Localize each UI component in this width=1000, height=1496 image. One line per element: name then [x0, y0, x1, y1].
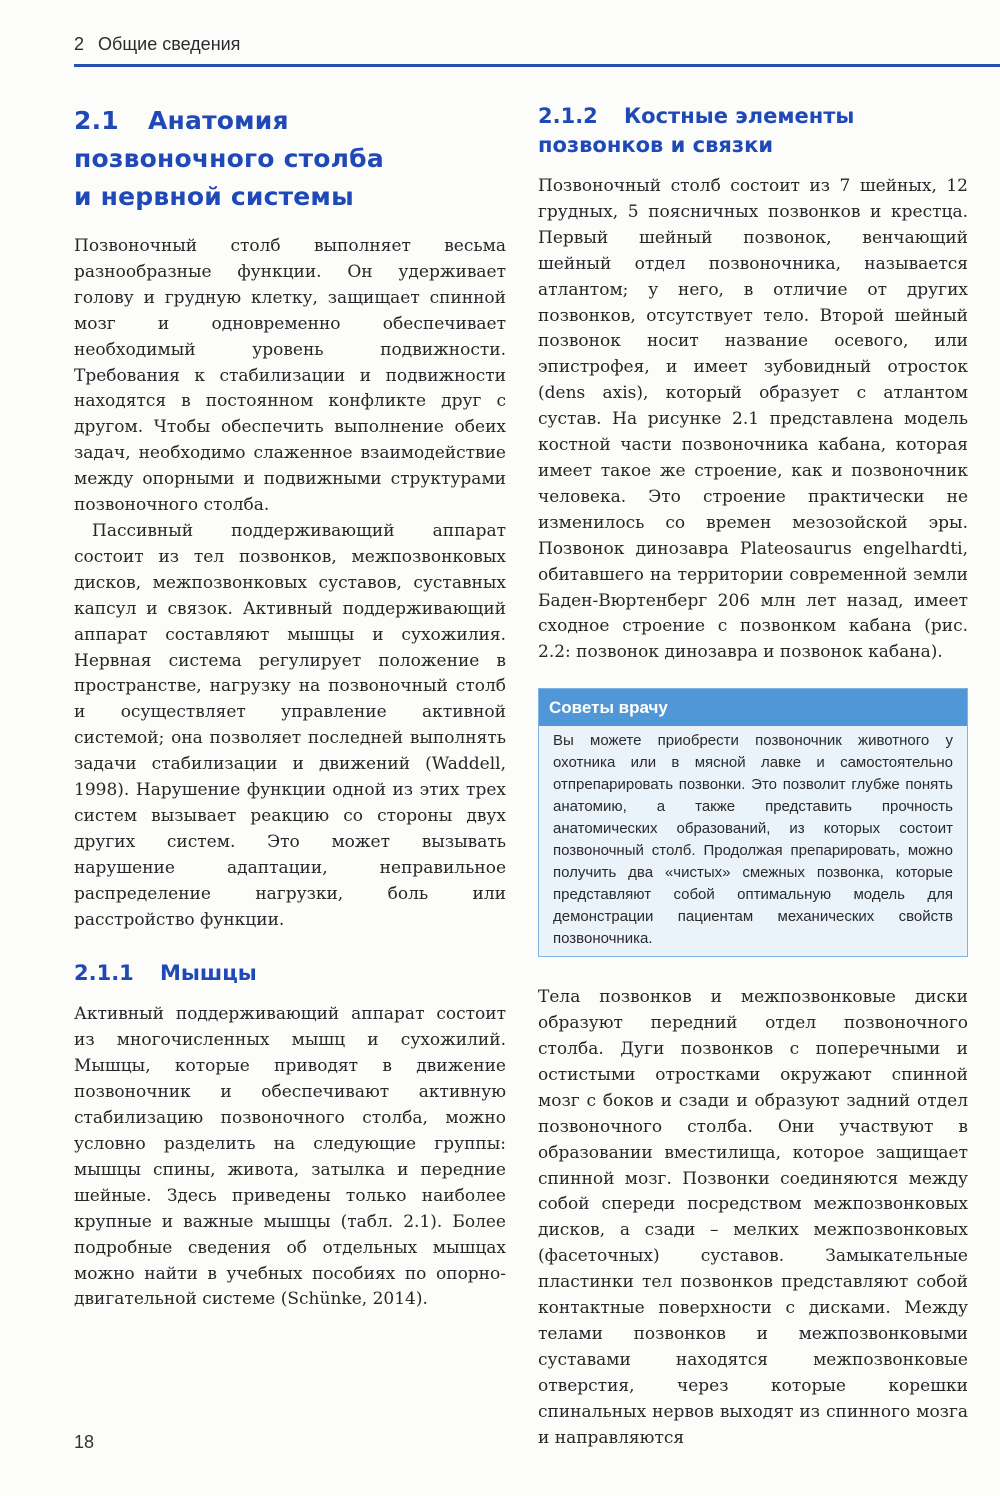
right-column — [538, 102, 968, 1452]
section-number: 2.1 — [74, 106, 119, 135]
heading-line-2: позвонков и связки — [538, 133, 774, 157]
tip-box-text: Вы можете приобрести позвоночник животного у охотника или в мясной лавке и самостоятельно отпрепарировать позвонки. Это позволит глубже понять анатомию, а также представить прочность анатомических образований, из которых состоит позвоночный столб. Продолжая препарировать, можно получить два «чистых» смежных позвонка, которые представляют собой оптимальную модель для демонстрации пациентам механических свойств позвоночника. — [553, 732, 953, 948]
heading-line-2: позвоночного столба — [74, 144, 384, 173]
section-2-1-1-heading — [74, 959, 506, 988]
paragraph: Тела позвонков и межпозвонковые диски образуют передний отдел позвоночного столба. Дуги позвонков с поперечными и остистыми отростками окружают спинной мозг с боков и сзади и образуют задний отдел позвоночного столба. Они участвуют в образовании вместилища, которое защищает спинной мозг. Позвонки соединяются между собой спереди посредством межпозвонковых дисков, а сзади – мелких межпозвонковых (фасеточных) суставов. Замыкательные пластинки тел позвонков представляют собой контактные поверхности с дисками. Между телами позвонков и межпозвонковыми суставами находятся межпозвонковые отверстия, через которые корешки спинальных нервов выходят из спинного мозга и направляются — [538, 987, 968, 1448]
page-number: 18 — [74, 1432, 95, 1452]
section-number: 2.1.2 — [538, 104, 598, 128]
heading-line-3: и нервной системы — [74, 182, 354, 211]
section-number: 2.1.1 — [74, 961, 134, 986]
header-rule — [74, 64, 1000, 67]
section-2-1-heading — [74, 102, 506, 216]
paragraph: Позвоночный столб состоит из 7 шейных, 12 грудных, 5 поясничных позвонков и крестца. Первый шейный позвонок, венчающий шейный отдел позвоночника, называется атлантом; у него, в отличие от других позвонков, отсутствует тело. Второй шейный позвонок носит название осевого, или эпистрофея, и имеет зубовидный отросток (dens axis), который образует с атлантом сустав. На рисунке 2.1 представлена модель костной части позвоночника кабана, которая имеет такое же строение, как и позвоночник человека. Это строение практически не изменилось со времен мезозойской эры. Позвонок динозавра Plateosaurus engelhardti, обитавшего на территории современной земли Баден-Вюртенберг 206 млн лет назад, имеет сходное строение с позвонком кабана (рис. 2.2: позвонок динозавра и позвонок кабана). — [538, 176, 968, 663]
heading-title: Мышцы — [160, 961, 257, 986]
paragraph: Пассивный поддерживающий аппарат состоит из тел позвонков, межпозвонковых дисков, межпозвонковых суставов, суставных капсул и связок. Активный поддерживающий аппарат составляют мышцы и сухожилия. Нервная система регулирует положение в пространстве, нагрузку на позвоночный столб и осуществляет управление активной системой; она позволяет последней выполнять задачи стабилизации и движений (Waddell, 1998). Нарушение функции одной из этих трех систем вызывает реакцию со стороны двух других систем. Это может вызывать нарушение адаптации, неправильное распределение нагрузки, боль или расстройство функции. — [74, 520, 506, 930]
tip-box-title: Советы врачу — [539, 689, 967, 726]
tip-box-body — [539, 726, 967, 956]
heading-line-1: Анатомия — [148, 106, 289, 135]
section-2-1-2-heading — [538, 102, 968, 160]
left-column — [74, 102, 506, 1313]
paragraph: Позвоночный столб выполняет весьма разнообразные функции. Он удерживает голову и грудную клетку, защищает спинной мозг и одновременно обеспечивает необходимый уровень подвижности. Требования к стабилизации и подвижности находятся в постоянном конфликте друг с другом. Чтобы обеспечить выполнение обеих задач, необходимо слаженное взаимодействие между опорными и подвижными структурами позвоночного столба. — [74, 236, 506, 516]
paragraph: Активный поддерживающий аппарат состоит из многочисленных мышц и сухожилий. Мышцы, которые приводят в движение позвоночник и обеспечивают активную стабилизацию позвоночного столба, можно условно разделить на следующие группы: мышцы спины, живота, затылка и передние шейные. Здесь приведены только наиболее крупные и важные мышцы (табл. 2.1). Более подробные сведения об отдельных мышцах можно найти в учебных пособиях по опорно-двигательной системе (Schünke, 2014). — [74, 1004, 506, 1310]
chapter-number: 2 — [74, 34, 85, 54]
tip-box — [538, 688, 968, 957]
heading-line-1: Костные элементы — [624, 104, 855, 128]
running-header — [74, 34, 1000, 55]
chapter-title: Общие сведения — [98, 34, 241, 54]
